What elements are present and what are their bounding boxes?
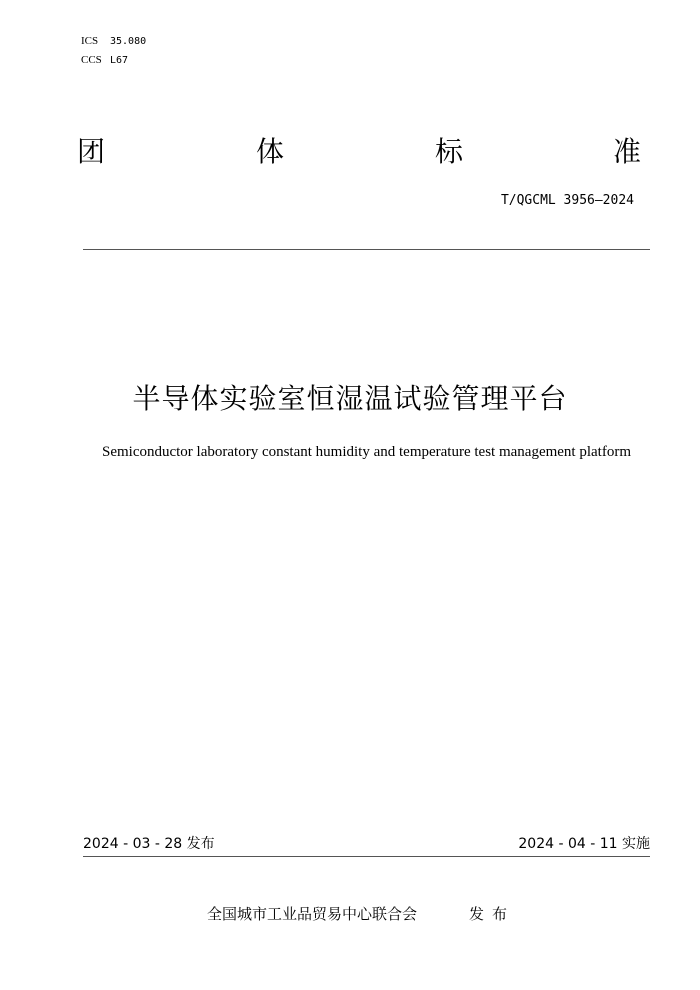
top-divider xyxy=(83,249,650,250)
standard-code: T/QGCML 3956—2024 xyxy=(500,193,634,208)
title-chinese: 半导体实验室恒湿温试验管理平台 xyxy=(132,382,568,415)
standard-type-char: 团 xyxy=(77,135,106,168)
ccs-label: CCS xyxy=(81,54,102,66)
bottom-divider xyxy=(83,856,650,857)
title-english: Semiconductor laboratory constant humidity and temperature test management platform xyxy=(101,444,631,460)
ccs-value: L67 xyxy=(110,55,129,66)
ics-value: 35.080 xyxy=(110,36,147,47)
publisher-name: 全国城市工业品贸易中心联合会 xyxy=(207,905,418,923)
standard-type-char: 准 xyxy=(613,135,642,168)
standard-type-char: 体 xyxy=(256,135,285,168)
publish-date: 2024 - 03 - 28 发布 xyxy=(83,836,215,852)
implement-date: 2024 - 04 - 11 实施 xyxy=(518,836,650,852)
standard-type-char: 标 xyxy=(435,135,464,168)
ics-classification xyxy=(81,34,146,49)
publisher-action: 发布 xyxy=(469,905,516,923)
ics-label: ICS xyxy=(81,35,99,47)
ccs-classification xyxy=(81,53,128,68)
